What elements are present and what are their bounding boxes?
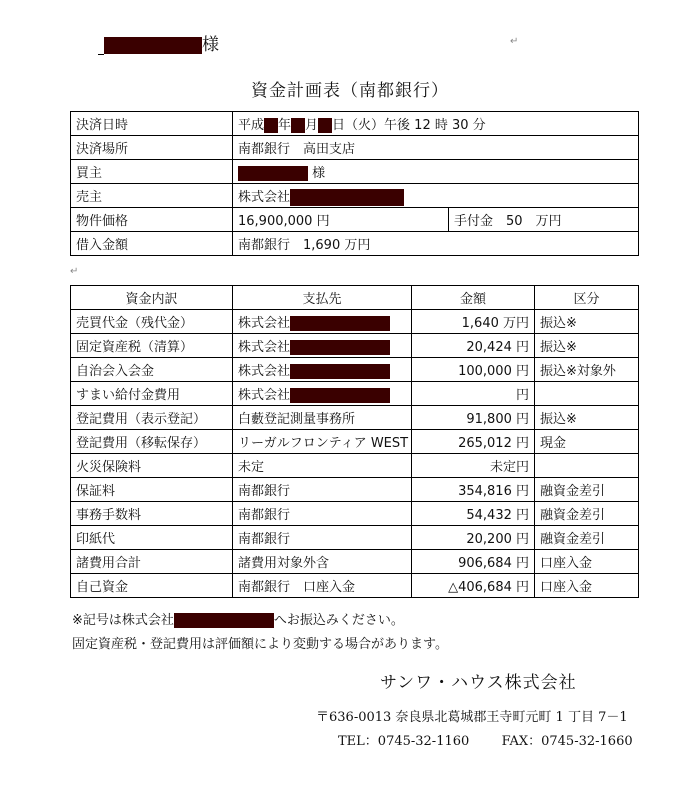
note-tax-variation: 固定資産税・登記費用は評価額により変動する場合があります。 — [72, 637, 448, 652]
item-cell: 印紙代 — [71, 526, 233, 550]
payee-cell: 南都銀行 — [233, 478, 412, 502]
company-contact — [338, 730, 633, 749]
category-cell: 融資金差引 — [535, 502, 639, 526]
payee-cell: 株式会社 — [233, 310, 412, 334]
summary-row — [71, 160, 639, 184]
item-cell: 登記費用（移転保存） — [71, 430, 233, 454]
col-header-amount: 金額 — [412, 286, 535, 310]
payee-cell: リーガルフロンティア WEST — [233, 430, 412, 454]
table-row — [71, 550, 639, 574]
summary-label: 物件価格 — [71, 208, 233, 232]
summary-label: 売主 — [71, 184, 233, 208]
table-row — [71, 526, 639, 550]
category-cell: 振込※ — [535, 406, 639, 430]
redacted-company — [290, 364, 390, 379]
redacted-day — [318, 118, 332, 133]
summary-value: 株式会社 — [233, 184, 639, 208]
category-cell: 振込※ — [535, 334, 639, 358]
summary-label: 決済日時 — [71, 112, 233, 136]
summary-row — [71, 208, 639, 232]
col-header-category: 区分 — [535, 286, 639, 310]
redacted-era-year — [264, 118, 278, 133]
table-row — [71, 502, 639, 526]
redacted-name — [104, 37, 202, 54]
breakdown-table — [70, 285, 639, 598]
return-mark: ↵ — [510, 36, 519, 47]
summary-table — [70, 111, 639, 256]
deposit-value: 手付金 50 万円 — [449, 208, 639, 232]
summary-row — [71, 232, 639, 256]
payee-cell: 白藪登記測量事務所 — [233, 406, 412, 430]
company-address: 〒636-0013 奈良県北葛城郡王寺町元町 1 丁目 7－1 — [316, 710, 628, 725]
amount-cell: 91,800 円 — [412, 406, 535, 430]
item-cell: 保証料 — [71, 478, 233, 502]
return-mark: ↵ — [70, 266, 79, 277]
summary-value: 南都銀行 高田支店 — [233, 136, 639, 160]
redacted-company — [290, 316, 390, 331]
item-cell: 売買代金（残代金） — [71, 310, 233, 334]
table-row — [71, 382, 639, 406]
item-cell: 自己資金 — [71, 574, 233, 598]
category-cell: 融資金差引 — [535, 478, 639, 502]
table-row — [71, 334, 639, 358]
category-cell: 融資金差引 — [535, 526, 639, 550]
redacted-company — [174, 613, 274, 628]
addressee — [98, 30, 219, 55]
redacted-company — [290, 388, 390, 403]
summary-value: 様 — [233, 160, 639, 184]
page-title: 資金計画表（南都銀行） — [251, 81, 449, 101]
category-cell: 振込※対象外 — [535, 358, 639, 382]
item-cell: 固定資産税（清算） — [71, 334, 233, 358]
summary-row — [71, 136, 639, 160]
item-cell: 諸費用合計 — [71, 550, 233, 574]
tel-number: TEL：0745-32-1160 — [338, 734, 470, 749]
amount-cell: 1,640 万円 — [412, 310, 535, 334]
table-row — [71, 310, 639, 334]
redacted-month — [291, 118, 305, 133]
summary-value: 南都銀行 1,690 万円 — [233, 232, 639, 256]
company-name: サンワ・ハウス株式会社 — [380, 673, 577, 693]
category-cell: 振込※ — [535, 310, 639, 334]
amount-cell: 265,012 円 — [412, 430, 535, 454]
amount-cell: 20,424 円 — [412, 334, 535, 358]
category-cell: 口座入金 — [535, 550, 639, 574]
amount-cell: △406,684 円 — [412, 574, 535, 598]
payee-cell: 株式会社 — [233, 334, 412, 358]
payee-cell: 株式会社 — [233, 382, 412, 406]
summary-label: 借入金額 — [71, 232, 233, 256]
table-row — [71, 574, 639, 598]
table-row — [71, 430, 639, 454]
item-cell: 自治会入会金 — [71, 358, 233, 382]
col-header-payee: 支払先 — [233, 286, 412, 310]
table-row — [71, 406, 639, 430]
amount-cell: 20,200 円 — [412, 526, 535, 550]
table-row — [71, 454, 639, 478]
item-cell: 火災保険料 — [71, 454, 233, 478]
amount-cell: 906,684 円 — [412, 550, 535, 574]
category-cell — [535, 454, 639, 478]
addressee-suffix: 様 — [202, 35, 219, 55]
payee-cell: 南都銀行 口座入金 — [233, 574, 412, 598]
payee-cell: 未定 — [233, 454, 412, 478]
table-header-row — [71, 286, 639, 310]
fax-number: FAX：0745-32-1660 — [501, 734, 633, 749]
payee-cell: 諸費用対象外含 — [233, 550, 412, 574]
amount-cell: 未定円 — [412, 454, 535, 478]
category-cell: 口座入金 — [535, 574, 639, 598]
amount-cell: 54,432 円 — [412, 502, 535, 526]
payee-cell: 株式会社 — [233, 358, 412, 382]
category-cell: 現金 — [535, 430, 639, 454]
amount-cell: 100,000 円 — [412, 358, 535, 382]
item-cell: 事務手数料 — [71, 502, 233, 526]
summary-label: 買主 — [71, 160, 233, 184]
payee-cell: 南都銀行 — [233, 502, 412, 526]
amount-cell: 354,816 円 — [412, 478, 535, 502]
summary-row — [71, 184, 639, 208]
table-row — [71, 358, 639, 382]
col-header-item: 資金内訳 — [71, 286, 233, 310]
summary-row — [71, 112, 639, 136]
redacted-buyer — [238, 166, 308, 181]
redacted-company — [290, 340, 390, 355]
note-transfer: ※記号は株式会社 へお振込みください。 — [72, 613, 404, 628]
payee-cell: 南都銀行 — [233, 526, 412, 550]
table-row — [71, 478, 639, 502]
summary-label: 決済場所 — [71, 136, 233, 160]
amount-cell: 円 — [412, 382, 535, 406]
redacted-seller — [290, 189, 404, 206]
summary-value: 16,900,000 円 — [233, 208, 449, 232]
summary-value: 平成 年 月 日（火）午後 12 時 30 分 — [233, 112, 639, 136]
category-cell — [535, 382, 639, 406]
item-cell: すまい給付金費用 — [71, 382, 233, 406]
item-cell: 登記費用（表示登記） — [71, 406, 233, 430]
